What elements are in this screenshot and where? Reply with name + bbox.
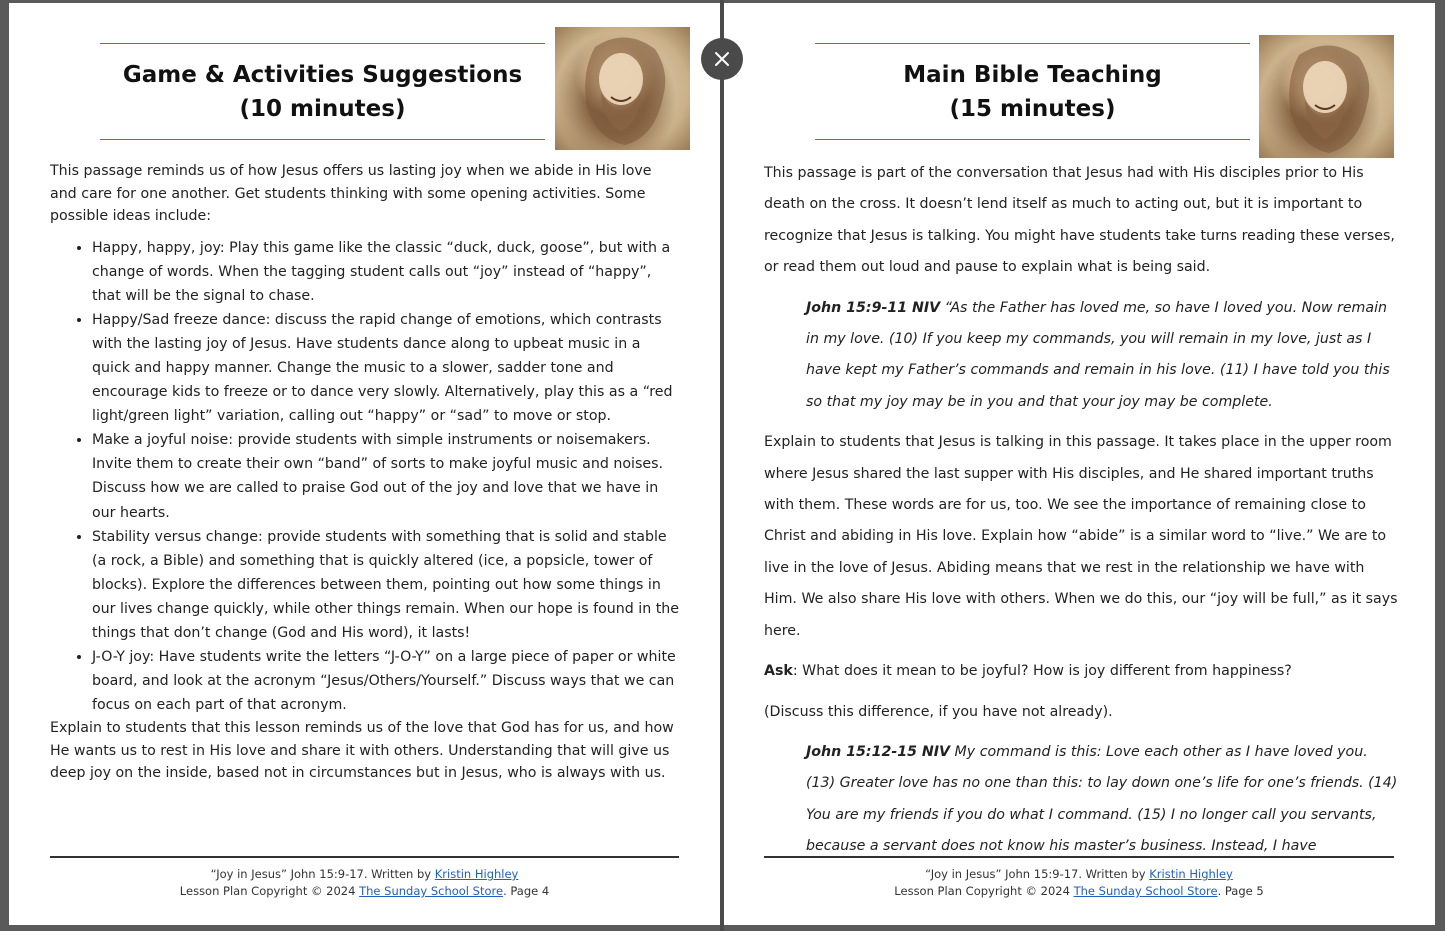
close-icon (714, 51, 730, 67)
teaching-section (764, 158, 1398, 872)
ask-paragraph (764, 656, 1398, 687)
footer-copyright-line (50, 883, 679, 900)
list-item: • Make a joyful noise: provide students with simple instruments or noisemakers. Invite them to create their own “band” of sorts to make joyful music and noises. Discuss how we are called to praise God out of the joy and love that we have in our hearts. (92, 428, 682, 524)
closing-paragraph: Explain to students that this lesson reminds us of the love that God has for us, and how He wants us to rest in His love and share it with others. Understanding that will give us deep joy on the inside, based not in circumstances but in Jesus, who is always with us. (50, 720, 674, 782)
footer-copyright-prefix: Lesson Plan Copyright © 2024 (179, 884, 360, 898)
activities-section (50, 160, 682, 793)
page-header (815, 43, 1250, 140)
page-header (100, 43, 545, 140)
verse-reference: John 15:9-11 NIV (806, 299, 941, 316)
store-link[interactable]: The Sunday School Store (1073, 884, 1218, 898)
store-link[interactable]: The Sunday School Store (359, 884, 504, 898)
author-link[interactable]: Kristin Highley (1149, 867, 1233, 881)
page-title-line1: Game & Activities Suggestions (122, 61, 523, 88)
page-title-line1: Main Bible Teaching (903, 61, 1162, 88)
page-title-line2: (10 minutes) (239, 95, 406, 122)
footer-copyright-prefix: Lesson Plan Copyright © 2024 (894, 884, 1074, 898)
list-item: • Happy/Sad freeze dance: discuss the rapid change of emotions, which contrasts with the lasting joy of Jesus. Have students dance along to upbeat music in a quick and happy manner. Change the music to a slower, sadder tone and encourage kids to freeze or to dance very slowly. Alternatively, play this as a “red light/green light” variation, calling out “happy” or “sad” to move or stop. (92, 308, 682, 428)
discuss-note: (Discuss this difference, if you have not already). (764, 703, 1113, 720)
author-link[interactable]: Kristin Highley (434, 867, 519, 881)
right-page (724, 3, 1435, 925)
ask-label: Ask (764, 663, 793, 680)
page-number: . Page 4 (503, 884, 550, 898)
explain-paragraph: Explain to students that Jesus is talking in this passage. It takes place in the upper room where Jesus shared the last supper with His disciples, and He shared important truths with them. These words are for us, too. We see the importance of remaining close to Christ and abiding in His love. Explain how “abide” is a similar word to “live.” We are to live in the love of Jesus. Abiding means that we rest in the relationship we have with Him. We also share His love with others. When we do this, our “joy will be full,” as it says here. (764, 434, 1398, 639)
verse-reference: John 15:12-15 NIV (806, 743, 951, 760)
jesus-portrait-image (555, 27, 690, 150)
verse-text: My command is this: Love each other as I have loved you. (13) Greater love has no one than this: to lay down one’s life for one’s friends. (14) You are my friends if you do what I command. (15) I no longer call you servants, because a servant does not know his master’s business. Instead, I have (806, 743, 1398, 855)
page-number: . Page 5 (1217, 884, 1264, 898)
footer-copyright-line (764, 883, 1394, 900)
page-footer (764, 866, 1394, 900)
intro-paragraph: This passage reminds us of how Jesus offers us lasting joy when we abide in His love and care for one another. Get students thinking with some opening activities. Some possible ideas include: (50, 163, 652, 224)
verse-text: “As the Father has loved me, so have I loved you. Now remain in my love. (10) If you keep my commands, you will remain in my love, just as I have kept my Father’s commands and remain in his love. (11) I have told you this so that my joy may be in you and that your joy may be complete. (806, 299, 1390, 410)
intro-paragraph: This passage is part of the conversation that Jesus had with His disciples prior to His death on the cross. It doesn’t lend itself as much to acting out, but it is important to recognize that Jesus is talking. You might have students take turns reading these verses, or read them out loud and pause to explain what is being said. (764, 165, 1395, 276)
list-item: • Happy, happy, joy: Play this game like the classic “duck, duck, goose”, but with a change of words. When the tagging student calls out “joy” instead of “happy”, that will be the signal to chase. (92, 236, 682, 308)
left-page (9, 3, 720, 925)
ask-question: : What does it mean to be joyful? How is joy different from happiness? (792, 663, 1292, 680)
footer-rule (764, 856, 1394, 858)
scripture-passage-1 (764, 293, 1398, 419)
footer-rule (50, 856, 679, 858)
activities-list (50, 236, 682, 718)
close-button[interactable] (701, 38, 743, 80)
footer-author-prefix: “Joy in Jesus” John 15:9-17. Written by (925, 867, 1150, 881)
jesus-portrait-image (1259, 35, 1394, 158)
scripture-passage-2 (764, 737, 1398, 863)
page-footer (50, 866, 679, 900)
page-title-line2: (15 minutes) (949, 95, 1116, 122)
footer-author-prefix: “Joy in Jesus” John 15:9-17. Written by (210, 867, 435, 881)
footer-author-line (50, 866, 679, 883)
list-item: • Stability versus change: provide students with something that is solid and stable (a rock, a Bible) and something that is quickly altered (ice, a popsicle, tower of blocks). Explore the differences between them, pointing out how some things in our lives change quickly, while other things remain. When our hope is found in the things that don’t change (God and His word), it lasts! (92, 525, 682, 645)
list-item: • J-O-Y joy: Have students write the letters “J-O-Y” on a large piece of paper or white board, and look at the acronym “Jesus/Others/Yourself.” Discuss ways that we can focus on each part of that acronym. (92, 645, 682, 717)
footer-author-line (764, 866, 1394, 883)
